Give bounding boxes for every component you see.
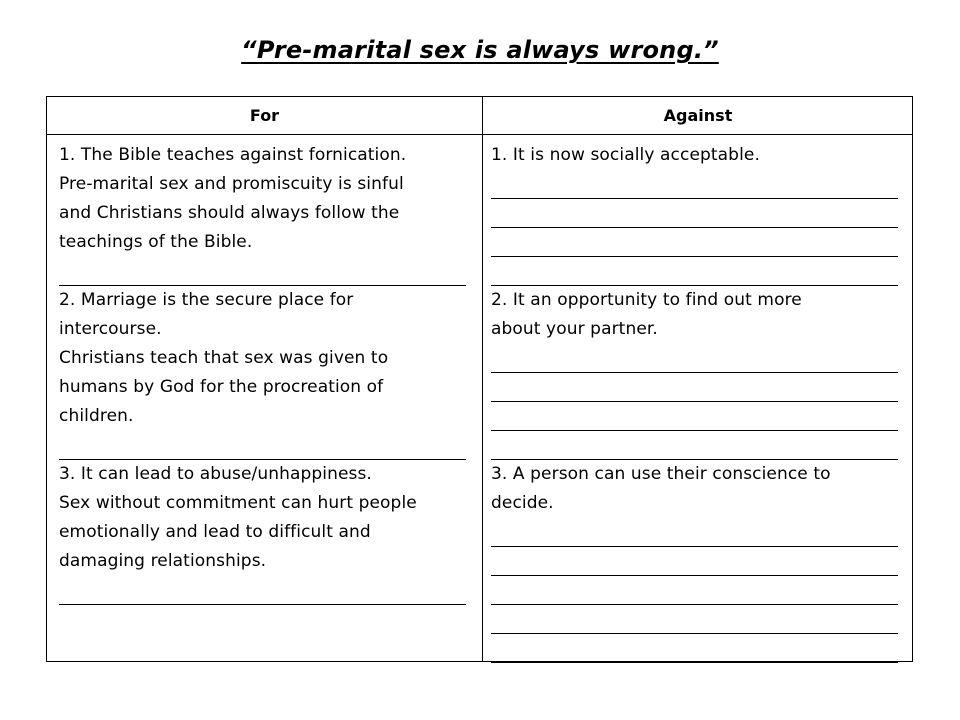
for-against-table [46, 96, 913, 662]
answer-line[interactable] [59, 431, 466, 460]
title-text: “Pre-marital sex is always wrong.” [241, 36, 719, 64]
for-point-1-line-4: teachings of the Bible. [59, 232, 253, 252]
answer-line[interactable] [491, 257, 898, 286]
header-divider [47, 134, 912, 135]
for-column [59, 141, 471, 605]
answer-line[interactable] [491, 373, 898, 402]
against-column [491, 141, 903, 663]
answer-line[interactable] [491, 634, 898, 663]
against-point-2-line-1: 2. It an opportunity to find out more [491, 290, 802, 310]
for-point-2-line-5: children. [59, 406, 134, 426]
answer-line[interactable] [491, 228, 898, 257]
for-point-3-line-4: damaging relationships. [59, 551, 267, 571]
column-header-for: For [249, 106, 280, 125]
worksheet-title [0, 36, 960, 64]
against-point-1-line-1: 1. It is now socially acceptable. [491, 145, 760, 165]
for-point-2-line-3: Christians teach that sex was given to [59, 348, 389, 368]
answer-line[interactable] [491, 518, 898, 547]
for-point-2-line-2: intercourse. [59, 319, 162, 339]
against-point-2-line-2: about your partner. [491, 319, 658, 339]
for-point-3-line-3: emotionally and lead to difficult and [59, 522, 371, 542]
for-point-2-line-1: 2. Marriage is the secure place for [59, 290, 354, 310]
answer-line[interactable] [491, 576, 898, 605]
answer-line[interactable] [491, 199, 898, 228]
answer-line[interactable] [491, 170, 898, 199]
for-point-3-line-1: 3. It can lead to abuse/unhappiness. [59, 464, 372, 484]
for-point-1-line-3: and Christians should always follow the [59, 203, 400, 223]
answer-line[interactable] [59, 576, 466, 605]
answer-line[interactable] [491, 431, 898, 460]
answer-line[interactable] [491, 605, 898, 634]
for-point-1-line-2: Pre-marital sex and promiscuity is sinful [59, 174, 404, 194]
against-point-3-line-2: decide. [491, 493, 554, 513]
answer-line[interactable] [491, 402, 898, 431]
column-header-against: Against [663, 106, 733, 125]
for-point-3-line-2: Sex without commitment can hurt people [59, 493, 417, 513]
for-point-2-line-4: humans by God for the procreation of [59, 377, 384, 397]
answer-line[interactable] [491, 344, 898, 373]
answer-line[interactable] [491, 547, 898, 576]
for-point-1-line-1: 1. The Bible teaches against fornication. [59, 145, 407, 165]
column-divider [482, 97, 483, 661]
against-point-3-line-1: 3. A person can use their conscience to [491, 464, 831, 484]
answer-line[interactable] [59, 257, 466, 286]
